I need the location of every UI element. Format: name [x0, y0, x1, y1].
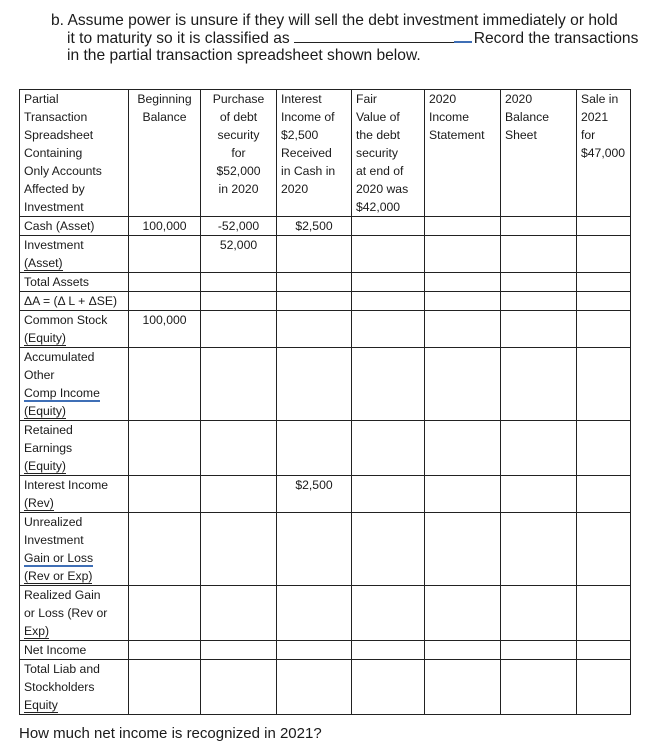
cell-fair-value[interactable] — [352, 348, 425, 421]
answer-blank[interactable] — [294, 30, 472, 43]
cell-purchase[interactable] — [201, 641, 277, 660]
row-label: Interest Income (Rev) — [20, 476, 129, 513]
header-cell-beginning: Beginning Balance — [129, 90, 201, 217]
header-row — [20, 90, 631, 217]
cell-income-statement[interactable] — [425, 348, 501, 421]
table-row — [20, 311, 631, 348]
cell-balance-sheet[interactable] — [501, 513, 577, 586]
cell-sale[interactable] — [577, 273, 631, 292]
cell-purchase[interactable] — [201, 513, 277, 586]
cell-purchase[interactable] — [201, 586, 277, 641]
cell-beginning[interactable] — [129, 513, 201, 586]
cell-fair-value[interactable] — [352, 236, 425, 273]
row-label: Total Liab and Stockholders Equity — [20, 660, 129, 715]
cell-interest[interactable]: $2,500 — [277, 476, 352, 513]
header-cell-balance-sheet: 2020 Balance Sheet — [501, 90, 577, 217]
cell-beginning[interactable] — [129, 421, 201, 476]
row-label: Total Assets — [20, 273, 129, 292]
cell-balance-sheet[interactable] — [501, 660, 577, 715]
cell-balance-sheet[interactable] — [501, 641, 577, 660]
table-row — [20, 273, 631, 292]
cell-balance-sheet[interactable] — [501, 586, 577, 641]
cell-purchase[interactable]: 52,000 — [201, 236, 277, 273]
cell-balance-sheet[interactable] — [501, 311, 577, 348]
cell-beginning[interactable] — [129, 292, 201, 311]
cell-beginning[interactable] — [129, 586, 201, 641]
table-row — [20, 421, 631, 476]
cell-beginning[interactable]: 100,000 — [129, 217, 201, 236]
table-row — [20, 236, 631, 273]
cell-beginning[interactable] — [129, 476, 201, 513]
row-label: Cash (Asset) — [20, 217, 129, 236]
cell-sale[interactable] — [577, 348, 631, 421]
cell-fair-value[interactable] — [352, 292, 425, 311]
cell-interest[interactable] — [277, 641, 352, 660]
cell-fair-value[interactable] — [352, 273, 425, 292]
cell-balance-sheet[interactable] — [501, 236, 577, 273]
cell-income-statement[interactable] — [425, 311, 501, 348]
cell-purchase[interactable] — [201, 348, 277, 421]
cell-balance-sheet[interactable] — [501, 292, 577, 311]
cell-interest[interactable] — [277, 273, 352, 292]
cell-purchase[interactable]: -52,000 — [201, 217, 277, 236]
question-line-2 — [51, 30, 651, 48]
question-line-1: b. Assume power is unsure if they will sell the debt investment immediately or hold — [51, 12, 618, 29]
table-row — [20, 660, 631, 715]
cell-fair-value[interactable] — [352, 660, 425, 715]
cell-sale[interactable] — [577, 217, 631, 236]
question-line-2-start: it to maturity so it is classified as — [67, 29, 290, 47]
cell-beginning[interactable]: 100,000 — [129, 311, 201, 348]
question-line-2-end: Record the transactions — [473, 29, 639, 47]
transaction-spreadsheet — [19, 89, 631, 715]
cell-sale[interactable] — [577, 236, 631, 273]
row-label: Unrealized Investment Gain or Loss (Rev or Exp) — [20, 513, 129, 586]
question-line-3: in the partial transaction spreadsheet shown below. — [67, 47, 421, 64]
cell-interest[interactable] — [277, 292, 352, 311]
cell-beginning[interactable] — [129, 348, 201, 421]
header-cell-purchase: Purchase of debt security for $52,000 in 2020 — [201, 90, 277, 217]
cell-income-statement[interactable] — [425, 236, 501, 273]
header-cell-interest: Interest Income of $2,500 Received in Cash in 2020 — [277, 90, 352, 217]
cell-income-statement[interactable] — [425, 273, 501, 292]
header-cell-sale: Sale in 2021 for $47,000 — [577, 90, 631, 217]
cell-income-statement[interactable] — [425, 641, 501, 660]
cell-beginning[interactable] — [129, 660, 201, 715]
cell-interest[interactable] — [277, 660, 352, 715]
followup-question: How much net income is recognized in 2021? — [19, 725, 322, 742]
row-label: Investment (Asset) — [20, 236, 129, 273]
table-row — [20, 217, 631, 236]
cell-sale[interactable] — [577, 421, 631, 476]
cell-balance-sheet[interactable] — [501, 348, 577, 421]
row-label: Accumulated Other Comp Income (Equity) — [20, 348, 129, 421]
cell-fair-value[interactable] — [352, 586, 425, 641]
header-cell-income-statement: 2020 Income Statement — [425, 90, 501, 217]
cell-interest[interactable] — [277, 348, 352, 421]
cell-beginning[interactable] — [129, 236, 201, 273]
row-label: Realized Gain or Loss (Rev or Exp) — [20, 586, 129, 641]
question-text — [51, 12, 651, 65]
table-row — [20, 586, 631, 641]
cell-interest[interactable] — [277, 513, 352, 586]
header-cell-accounts: Partial Transaction Spreadsheet Containing Only Accounts Affected by Investment — [20, 90, 129, 217]
cell-beginning[interactable] — [129, 273, 201, 292]
cell-fair-value[interactable] — [352, 476, 425, 513]
cell-balance-sheet[interactable] — [501, 273, 577, 292]
cell-purchase[interactable] — [201, 273, 277, 292]
row-label: Common Stock (Equity) — [20, 311, 129, 348]
cell-sale[interactable] — [577, 660, 631, 715]
table-row — [20, 292, 631, 311]
cell-sale[interactable] — [577, 476, 631, 513]
cell-interest[interactable]: $2,500 — [277, 217, 352, 236]
cell-interest[interactable] — [277, 586, 352, 641]
cell-purchase[interactable] — [201, 311, 277, 348]
cell-balance-sheet[interactable] — [501, 421, 577, 476]
cell-sale[interactable] — [577, 586, 631, 641]
table-row — [20, 348, 631, 421]
cell-income-statement[interactable] — [425, 586, 501, 641]
cell-fair-value[interactable] — [352, 513, 425, 586]
cell-beginning[interactable] — [129, 641, 201, 660]
header-cell-fair-value: Fair Value of the debt security at end of 2020 was $42,000 — [352, 90, 425, 217]
cell-income-statement[interactable] — [425, 292, 501, 311]
cell-purchase[interactable] — [201, 421, 277, 476]
cell-interest[interactable] — [277, 311, 352, 348]
cell-income-statement[interactable] — [425, 476, 501, 513]
cell-income-statement[interactable] — [425, 513, 501, 586]
cell-income-statement[interactable] — [425, 421, 501, 476]
row-label: Net Income — [20, 641, 129, 660]
row-label: Retained Earnings (Equity) — [20, 421, 129, 476]
cell-sale[interactable] — [577, 311, 631, 348]
cell-fair-value[interactable] — [352, 641, 425, 660]
cell-fair-value[interactable] — [352, 217, 425, 236]
row-label: ΔA = (Δ L + ΔSE) — [20, 292, 129, 311]
cell-purchase[interactable] — [201, 660, 277, 715]
cell-fair-value[interactable] — [352, 421, 425, 476]
cell-sale[interactable] — [577, 513, 631, 586]
cell-fair-value[interactable] — [352, 311, 425, 348]
cell-balance-sheet[interactable] — [501, 476, 577, 513]
cell-income-statement[interactable] — [425, 660, 501, 715]
cell-balance-sheet[interactable] — [501, 217, 577, 236]
cell-purchase[interactable] — [201, 292, 277, 311]
table-row — [20, 641, 631, 660]
cell-income-statement[interactable] — [425, 217, 501, 236]
table-row — [20, 476, 631, 513]
cell-purchase[interactable] — [201, 476, 277, 513]
cell-sale[interactable] — [577, 292, 631, 311]
cell-interest[interactable] — [277, 236, 352, 273]
cell-interest[interactable] — [277, 421, 352, 476]
cell-sale[interactable] — [577, 641, 631, 660]
table-row — [20, 513, 631, 586]
